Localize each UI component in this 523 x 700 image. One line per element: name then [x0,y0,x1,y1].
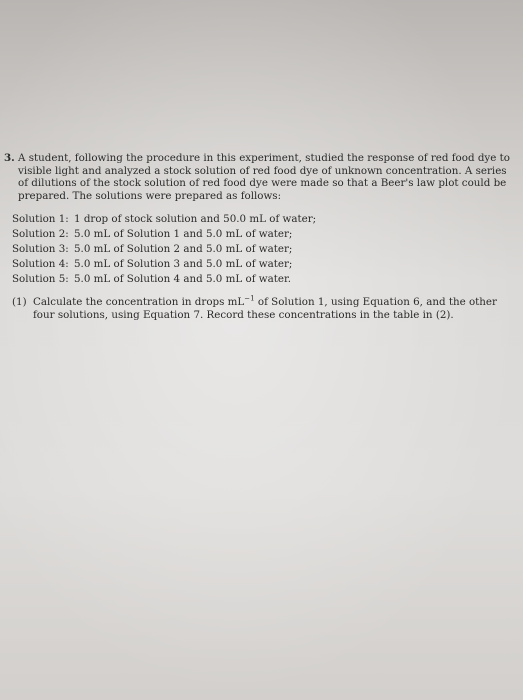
problem-intro-text: A student, following the procedure in this experiment, studied the response of red food dye to visible light and analyzed a stock solution of red food dye of unknown concentration. A series of dilutions of the stock solution of red food dye were made so that a Beer's law plot could be prepared. The solutions were prepared as follows: [18,152,510,202]
solution-text: 5.0 mL of Solution 3 and 5.0 mL of water; [74,257,293,270]
question-1 [12,296,516,321]
solution-text: 5.0 mL of Solution 4 and 5.0 mL of water. [74,272,292,285]
solution-text: 5.0 mL of Solution 1 and 5.0 mL of water; [74,227,293,240]
question-text [33,296,516,321]
solution-label: Solution 1: [12,212,69,225]
solution-label: Solution 4: [12,257,69,270]
solution-row [12,211,516,226]
problem-intro [4,152,516,202]
solution-label: Solution 3: [12,242,69,255]
solution-row [12,226,516,241]
solution-row [12,241,516,256]
question-text-after: of Solution 1, using Equation 6, and the other four solutions, using Equation 7. Record these concentrations in the table in (2). [33,296,497,321]
question-number: (1) [12,296,27,309]
solution-text: 1 drop of stock solution and 50.0 mL of water; [74,212,317,225]
question-text-before: Calculate the concentration in drops mL [33,296,245,309]
solution-label: Solution 5: [12,272,69,285]
solutions-list [12,211,516,286]
problem-number: 3. [4,152,15,164]
solution-row [12,271,516,286]
solution-label: Solution 2: [12,227,69,240]
solution-row [12,256,516,271]
problem-3 [4,152,516,322]
question-superscript: −1 [244,294,255,303]
solution-text: 5.0 mL of Solution 2 and 5.0 mL of water; [74,242,293,255]
